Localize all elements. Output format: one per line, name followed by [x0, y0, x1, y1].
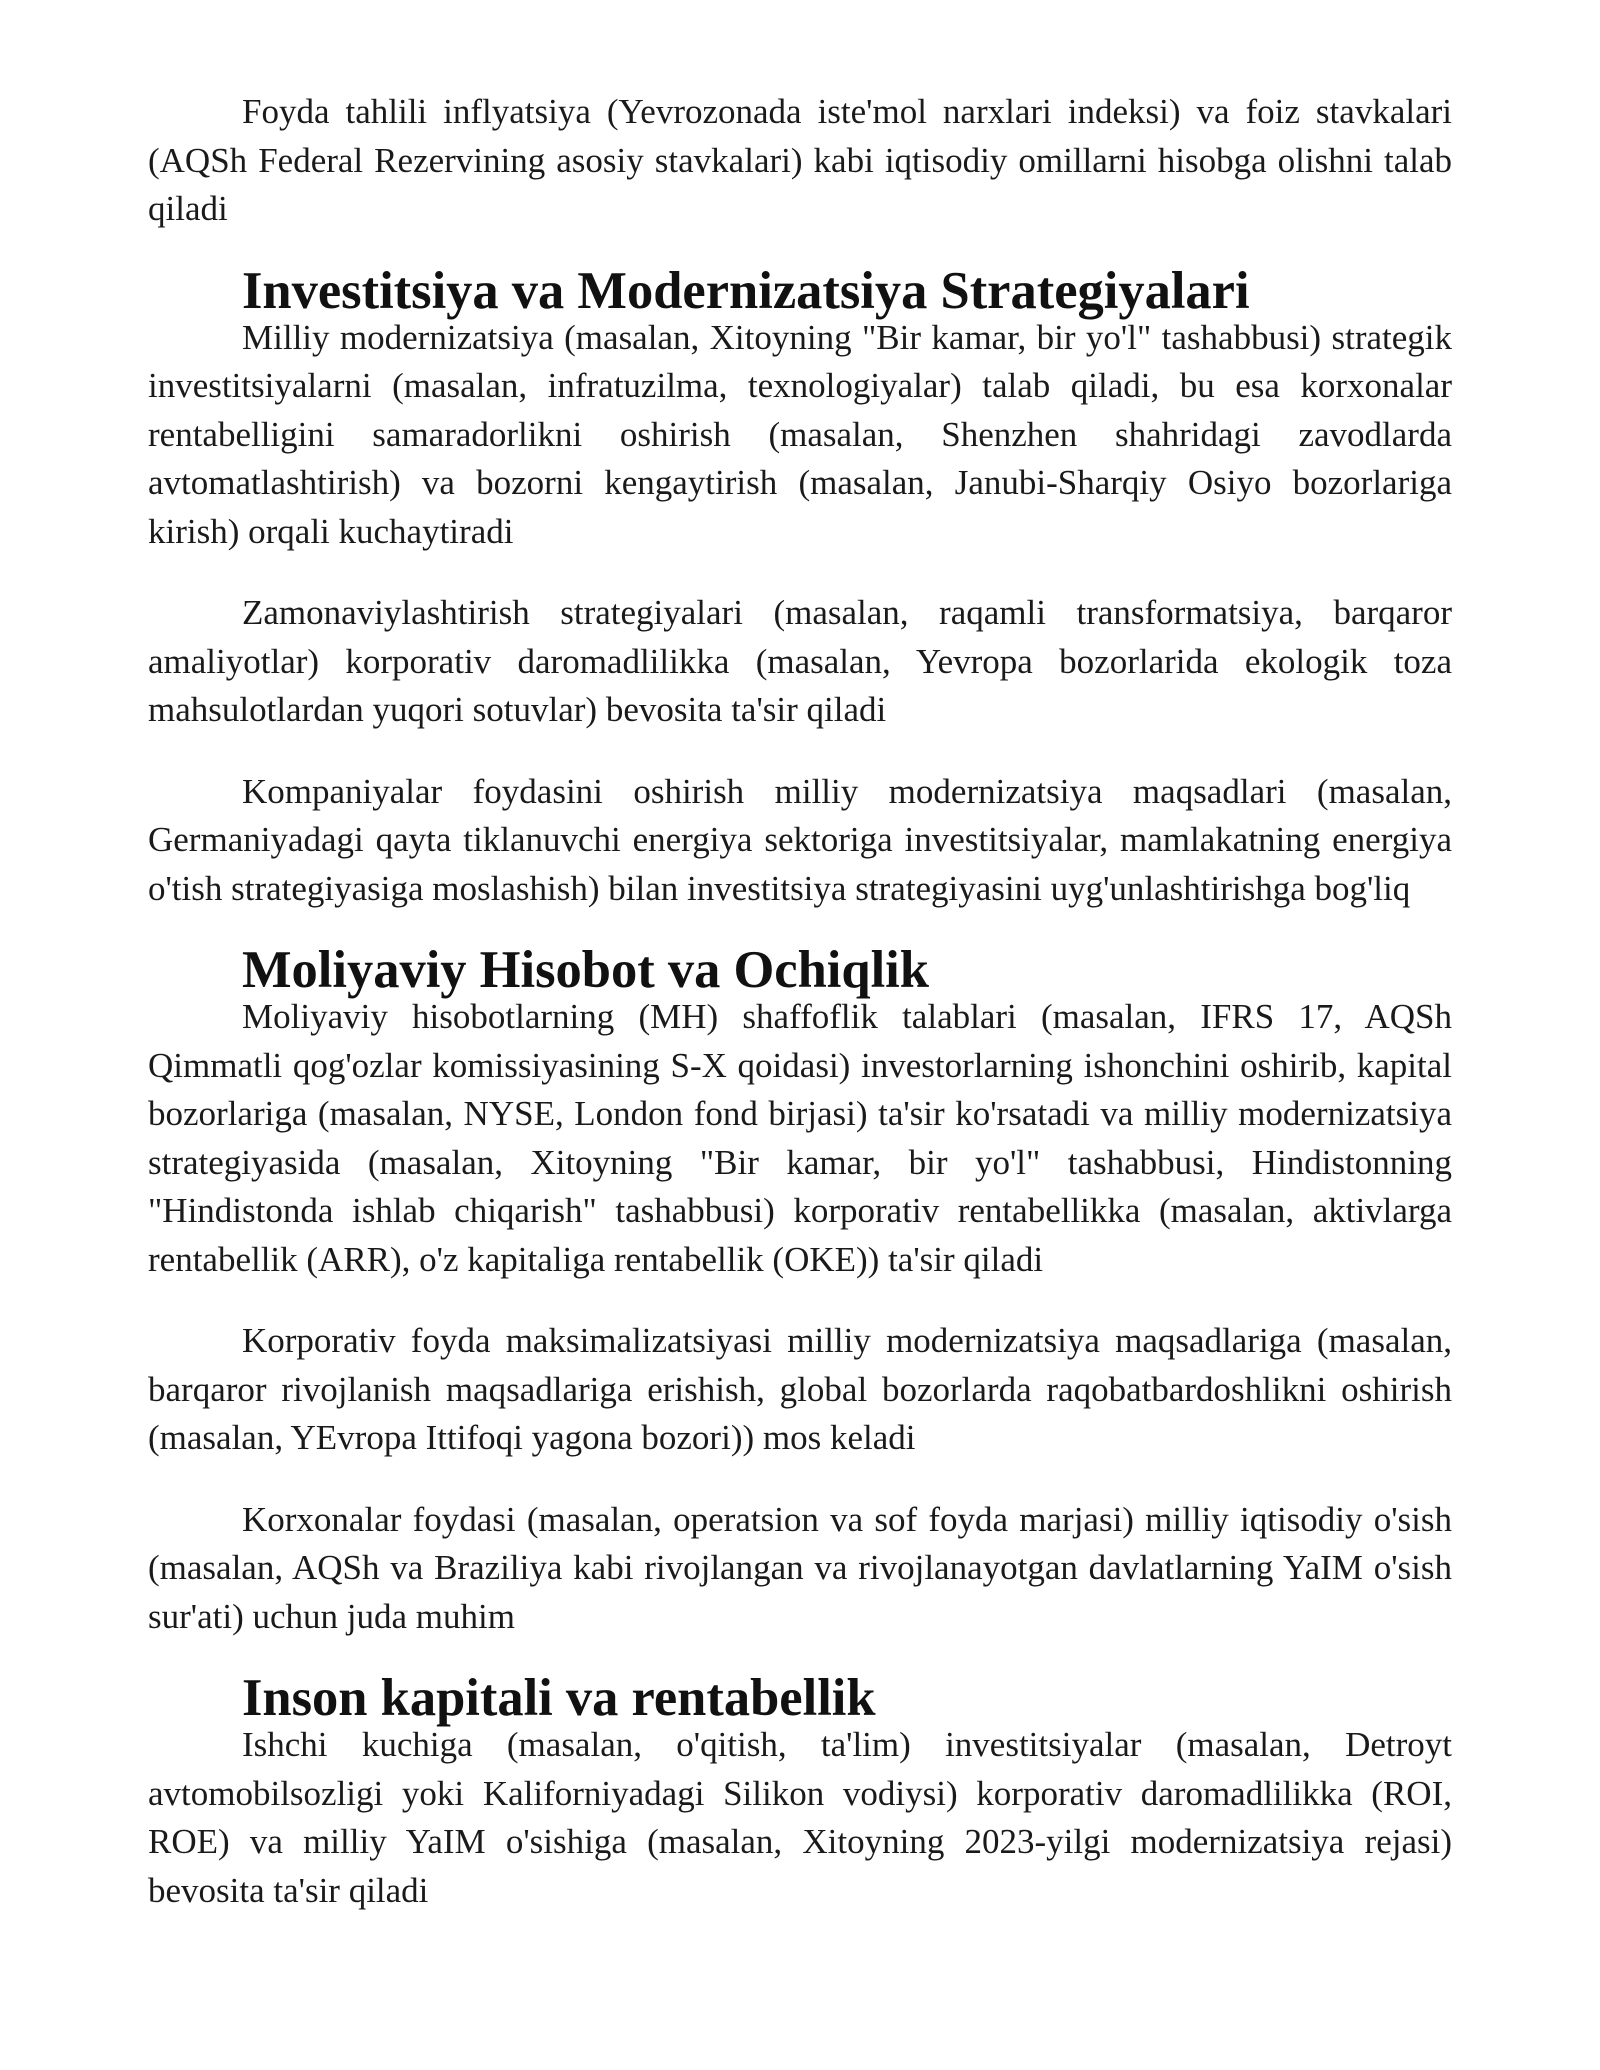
intro-paragraph: Foyda tahlili inflyatsiya (Yevrozonada iste'mol narxlari indeksi) va foiz stavkalari (AQSh Federal Rezervining asosiy stavkalari) kabi iqtisodiy omillarni hisobga olishni talab qiladi: [148, 92, 1452, 228]
paragraph: Ishchi kuchiga (masalan, o'qitish, ta'lim) investitsiyalar (masalan, Detroyt avtomobilsozligi yoki Kaliforniyadagi Silikon vodiysi) korporativ daromadlilikka (ROI, ROE) va milliy YaIM o'sishiga (masalan, Xitoyning 2023-yilgi modernizatsiya rejasi) bevosita ta'sir qiladi: [148, 1725, 1452, 1910]
paragraph: Korporativ foyda maksimalizatsiyasi milliy modernizatsiya maqsadlariga (masalan, barqaror rivojlanish maqsadlariga erishish, global bozorlarda raqobatbardoshlikni oshirish (masalan, YEvropa Ittifoqi yagona bozori)) mos keladi: [148, 1321, 1452, 1457]
section-heading-financial-reporting: Moliyaviy Hisobot va Ochiqlik: [242, 941, 929, 999]
document-body: [148, 88, 1452, 1915]
paragraph: Korxonalar foydasi (masalan, operatsion va sof foyda marjasi) milliy iqtisodiy o'sish (masalan, AQSh va Braziliya kabi rivojlangan va rivojlanayotgan davlatlarning YaIM o'sish sur'ati) uchun juda muhim: [148, 1499, 1452, 1636]
paragraph: Moliyaviy hisobotlarning (MH) shaffoflik talablari (masalan, IFRS 17, AQSh Qimmatli qog'ozlar komissiyasining S-X qoidasi) investorlarning ishonchini oshirib, kapital bozorlariga (masalan, NYSE, London fond birjasi) ta'sir ko'rsatadi va milliy modernizatsiya strategiyasida (masalan, Xitoyning "Bir kamar, bir yo'l" tashabbusi, Hindistonning "Hindistonda ishlab chiqarish" tashabbusi) korporativ rentabellikka (masalan, aktivlarga rentabellik (ARR), o'z kapitaliga rentabellik (OKE)) ta'sir qiladi: [148, 997, 1452, 1279]
paragraph: Zamonaviylashtirish strategiyalari (masalan, raqamli transformatsiya, barqaror amaliyotlar) korporativ daromadlilikka (masalan, Yevropa bozorlarida ekologik toza mahsulotlardan yuqori sotuvlar) bevosita ta'sir qiladi: [148, 593, 1452, 729]
section-heading-human-capital: Inson kapitali va rentabellik: [242, 1669, 876, 1727]
paragraph: Kompaniyalar foydasini oshirish milliy modernizatsiya maqsadlari (masalan, Germaniyadagi qayta tiklanuvchi energiya sektoriga investitsiyalar, mamlakatning energiya o'tish strategiyasiga moslashish) bilan investitsiya strategiyasini uyg'unlashtirishga bog'liq: [148, 771, 1452, 908]
paragraph: Milliy modernizatsiya (masalan, Xitoyning "Bir kamar, bir yo'l" tashabbusi) strategik investitsiyalarni (masalan, infratuzilma, texnologiyalar) talab qiladi, bu esa korxonalar rentabelligini samaradorlikni oshirish (masalan, Shenzhen shahridagi zavodlarda avtomatlashtirish) va bozorni kengaytirish (masalan, Janubi-Sharqiy Osiyo bozorlariga kirish) orqali kuchaytiradi: [148, 317, 1452, 551]
section-heading-investment: Investitsiya va Modernizatsiya Strategiyalari: [242, 261, 1250, 320]
